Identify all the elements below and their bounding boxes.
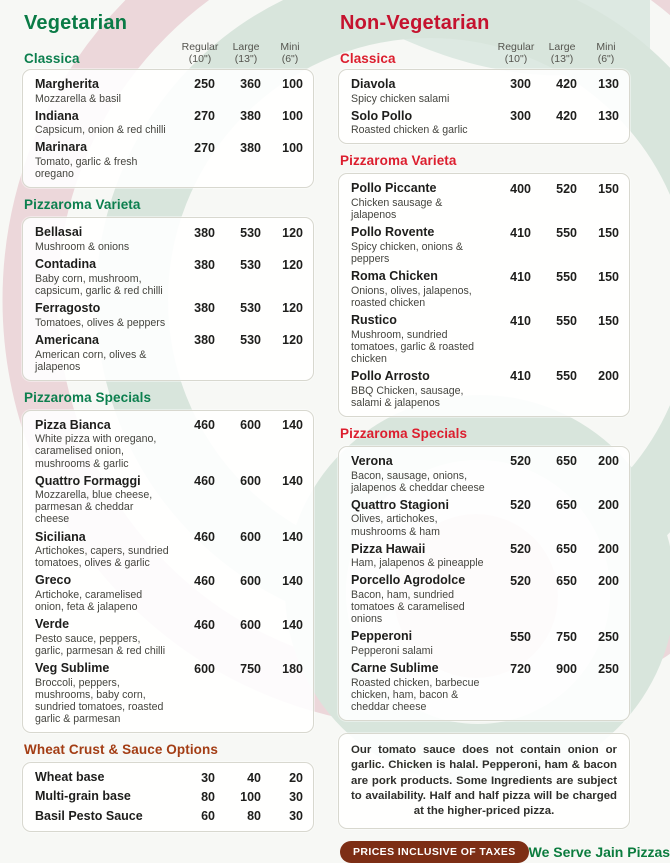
- price-mini: 150: [598, 225, 619, 240]
- item-description: Artichoke, caramelised onion, feta & jalapeno: [35, 589, 143, 614]
- size-label: Large: [232, 41, 260, 53]
- menu-item: [35, 416, 303, 472]
- item-name: Pollo Arrosto: [351, 368, 430, 383]
- price-large: 420: [556, 109, 577, 124]
- price-regular: 460: [194, 418, 215, 433]
- menu-item-text: [35, 225, 169, 253]
- price-regular: 550: [510, 629, 531, 644]
- menu-item-text: [351, 629, 485, 657]
- price-large: 520: [556, 181, 577, 196]
- price-mini: 120: [282, 257, 303, 272]
- size-column-header: [270, 41, 310, 66]
- menu-item: [35, 807, 303, 826]
- item-description: Roasted chicken, barbecue chicken, ham, bacon & cheddar cheese: [351, 676, 480, 713]
- price-mini: 200: [598, 369, 619, 384]
- size-dimension: (13"): [234, 53, 258, 66]
- item-description: Spicy chicken, onions & peppers: [351, 241, 463, 266]
- item-name: Quattro Formaggi: [35, 473, 141, 488]
- item-description: BBQ Chicken, sausage, salami & jalapenos: [351, 384, 464, 409]
- price-large: 900: [556, 661, 577, 676]
- item-description: Bacon, sausage, onions, jalapenos & cheddar cheese: [351, 469, 485, 494]
- item-description: Chicken sausage & jalapenos: [351, 197, 443, 222]
- price-regular: 380: [194, 301, 215, 316]
- menu-item: [351, 496, 619, 540]
- item-name: Contadina: [35, 257, 97, 272]
- section-heading: Pizzaroma Varieta: [340, 153, 457, 169]
- price-mini: 130: [598, 109, 619, 124]
- jain-pizzas-text: We Serve Jain Pizzas: [528, 844, 670, 861]
- menu-item-text: [351, 454, 485, 494]
- menu-item-text: [35, 573, 169, 613]
- item-name: Marinara: [35, 140, 88, 155]
- item-name: Margherita: [35, 76, 99, 91]
- price-regular: 400: [510, 181, 531, 196]
- menu-item: [35, 768, 303, 787]
- section-heading: Pizzaroma Varieta: [24, 197, 141, 213]
- price-large: 40: [247, 770, 261, 785]
- price-mini: 140: [282, 474, 303, 489]
- menu-item-text: [351, 573, 485, 625]
- footer-row: [338, 841, 670, 863]
- price-regular: 460: [194, 617, 215, 632]
- menu-section-panel: [22, 762, 314, 832]
- menu-column-nonveg: [338, 10, 670, 863]
- price-mini: 30: [289, 789, 303, 804]
- menu-item-text: [351, 313, 485, 365]
- price-mini: 100: [282, 109, 303, 124]
- menu-item: [351, 540, 619, 572]
- item-name: Porcello Agrodolce: [351, 573, 466, 588]
- menu-item: [351, 223, 619, 267]
- menu-item-text: [35, 140, 169, 180]
- price-mini: 150: [598, 313, 619, 328]
- menu-item-text: [35, 530, 169, 570]
- item-name: Pollo Piccante: [351, 181, 437, 196]
- item-name: Indiana: [35, 108, 79, 123]
- menu-item: [35, 255, 303, 299]
- item-name: Multi-grain base: [35, 789, 131, 804]
- column-title-nonveg: Non-Vegetarian: [340, 12, 490, 34]
- size-column-header: [540, 41, 584, 66]
- item-description: Spicy chicken salami: [351, 92, 450, 105]
- size-column-header: [586, 41, 626, 66]
- price-mini: 140: [282, 418, 303, 433]
- menu-item: [35, 528, 303, 572]
- price-mini: 30: [289, 809, 303, 824]
- item-name: Verde: [35, 617, 70, 632]
- price-regular: 300: [510, 109, 531, 124]
- price-regular: 520: [510, 542, 531, 557]
- item-name: Basil Pesto Sauce: [35, 808, 143, 823]
- price-regular: 380: [194, 257, 215, 272]
- price-regular: 250: [194, 77, 215, 92]
- price-regular: 460: [194, 474, 215, 489]
- item-description: Pepperoni salami: [351, 645, 433, 658]
- item-name: Siciliana: [35, 529, 86, 544]
- menu-item: [351, 627, 619, 659]
- size-dimension: (10"): [504, 53, 528, 66]
- size-dimension: (10"): [188, 53, 212, 66]
- section-heading: Classica: [24, 50, 80, 66]
- item-name: Carne Sublime: [351, 661, 439, 676]
- price-mini: 20: [289, 770, 303, 785]
- price-large: 650: [556, 542, 577, 557]
- item-name: Solo Pollo: [351, 108, 413, 123]
- section-heading: Pizzaroma Specials: [24, 389, 152, 405]
- price-regular: 410: [510, 225, 531, 240]
- menu-section-panel: [22, 217, 314, 380]
- item-description: Capsicum, onion & red chilli: [35, 124, 166, 137]
- price-large: 550: [556, 269, 577, 284]
- menu-item-text: [35, 109, 169, 137]
- section-heading: Classica: [340, 50, 396, 66]
- menu-section-panel: [338, 173, 630, 416]
- menu-item: [35, 138, 303, 182]
- price-large: 550: [556, 225, 577, 240]
- item-description: Artichokes, capers, sundried tomatoes, olives & garlic: [35, 545, 169, 570]
- size-column-header: [178, 41, 222, 66]
- item-description: Mushroom, sundried tomatoes, garlic & roasted chicken: [351, 328, 475, 365]
- item-name: Pizza Bianca: [35, 417, 111, 432]
- size-label: Mini: [280, 41, 300, 53]
- menu-item: [35, 299, 303, 331]
- section-heading: Wheat Crust & Sauce Options: [24, 742, 218, 758]
- price-regular: 380: [194, 333, 215, 348]
- item-description: Olives, artichokes, mushrooms & ham: [351, 513, 440, 538]
- menu-section-panel: [338, 69, 630, 145]
- item-name: Veg Sublime: [35, 661, 110, 676]
- item-name: Pepperoni: [351, 629, 413, 644]
- menu-item: [35, 787, 303, 806]
- menu-item: [351, 179, 619, 223]
- price-large: 550: [556, 313, 577, 328]
- price-mini: 200: [598, 498, 619, 513]
- size-dimension: (13"): [550, 53, 574, 66]
- price-mini: 150: [598, 269, 619, 284]
- menu-item: [351, 571, 619, 627]
- item-name: Pizza Hawaii: [351, 541, 426, 556]
- item-name: Americana: [35, 332, 99, 347]
- item-name: Verona: [351, 453, 393, 468]
- price-large: 650: [556, 498, 577, 513]
- item-description: Mozzarella & basil: [35, 92, 121, 105]
- menu-item: [351, 659, 619, 715]
- price-mini: 120: [282, 333, 303, 348]
- menu-item-text: [351, 181, 485, 221]
- item-description: Roasted chicken & garlic: [351, 124, 468, 137]
- size-header-row: [24, 41, 310, 66]
- price-regular: 270: [194, 140, 215, 155]
- menu-item: [351, 452, 619, 496]
- price-regular: 380: [194, 225, 215, 240]
- item-description: Tomato, garlic & fresh oregano: [35, 156, 138, 181]
- item-description: Broccoli, peppers, mushrooms, baby corn, sundried tomatoes, roasted garlic & parmesan: [35, 676, 164, 726]
- item-name: Ferragosto: [35, 300, 101, 315]
- menu-item: [35, 331, 303, 375]
- price-regular: 410: [510, 313, 531, 328]
- price-regular: 30: [201, 770, 215, 785]
- price-regular: 410: [510, 269, 531, 284]
- price-mini: 140: [282, 617, 303, 632]
- item-description: Ham, jalapenos & pineapple: [351, 557, 484, 570]
- menu-item: [351, 367, 619, 411]
- price-large: 650: [556, 454, 577, 469]
- price-large: 600: [240, 530, 261, 544]
- menu-item-text: [351, 109, 485, 137]
- item-name: Diavola: [351, 76, 396, 91]
- price-mini: 140: [282, 530, 303, 544]
- menu-section-panel: [22, 410, 314, 734]
- price-mini: 250: [598, 629, 619, 644]
- size-label: Large: [548, 41, 576, 53]
- price-large: 380: [240, 109, 261, 124]
- price-mini: 120: [282, 301, 303, 316]
- menu-item-text: [351, 369, 485, 409]
- price-large: 750: [240, 661, 261, 676]
- price-large: 750: [556, 629, 577, 644]
- size-label: Regular: [497, 41, 535, 53]
- item-description: American corn, olives & jalapenos: [35, 348, 147, 373]
- price-large: 600: [240, 573, 261, 588]
- price-regular: 410: [510, 369, 531, 384]
- price-regular: 300: [510, 77, 531, 92]
- column-title-veg: Vegetarian: [24, 12, 128, 34]
- price-large: 530: [240, 257, 261, 272]
- item-name: Wheat base: [35, 770, 105, 785]
- item-name: Roma Chicken: [351, 269, 438, 284]
- price-regular: 80: [201, 789, 215, 804]
- price-large: 600: [240, 418, 261, 433]
- menu-item: [35, 472, 303, 528]
- menu-item: [351, 311, 619, 367]
- price-mini: 200: [598, 542, 619, 557]
- price-regular: 600: [194, 661, 215, 676]
- menu-item: [351, 107, 619, 139]
- item-description: Onions, olives, jalapenos, roasted chicken: [351, 284, 472, 309]
- item-description: White pizza with oregano, caramelised onion, mushrooms & garlic: [35, 433, 157, 470]
- size-label: Regular: [181, 41, 219, 53]
- price-regular: 460: [194, 573, 215, 588]
- price-large: 550: [556, 369, 577, 384]
- menu-item-text: [351, 661, 485, 713]
- menu-item-text: [351, 498, 485, 538]
- menu-item-text: [35, 809, 169, 824]
- menu-item-text: [35, 770, 169, 785]
- price-large: 650: [556, 573, 577, 588]
- price-mini: 200: [598, 573, 619, 588]
- price-large: 600: [240, 474, 261, 489]
- menu-item-text: [35, 661, 169, 725]
- taxes-badge: PRICES INCLUSIVE OF TAXES: [340, 841, 529, 863]
- menu-item-text: [351, 269, 485, 309]
- item-description: Pesto sauce, peppers, garlic, parmesan & red chilli: [35, 633, 166, 658]
- price-mini: 250: [598, 661, 619, 676]
- size-label: Mini: [596, 41, 616, 53]
- menu-item-text: [35, 617, 169, 657]
- item-name: Greco: [35, 573, 72, 588]
- menu-item: [35, 223, 303, 255]
- size-column-header: [494, 41, 538, 66]
- item-name: Quattro Stagioni: [351, 497, 449, 512]
- price-large: 380: [240, 140, 261, 155]
- price-mini: 150: [598, 181, 619, 196]
- price-mini: 200: [598, 454, 619, 469]
- item-description: Tomatoes, olives & peppers: [35, 316, 166, 329]
- menu-section-panel: [22, 69, 314, 189]
- item-description: Mozzarella, blue cheese, parmesan & cheddar cheese: [35, 489, 153, 526]
- price-mini: 130: [598, 77, 619, 92]
- price-regular: 520: [510, 454, 531, 469]
- price-mini: 100: [282, 77, 303, 92]
- menu-item-text: [351, 77, 485, 105]
- menu-item: [351, 75, 619, 107]
- price-regular: 520: [510, 498, 531, 513]
- size-header-row: [340, 41, 626, 66]
- menu-item-text: [351, 225, 485, 265]
- menu-item: [351, 267, 619, 311]
- item-description: Bacon, ham, sundried tomatoes & caramelised onions: [351, 589, 465, 626]
- menu-item-text: [35, 474, 169, 526]
- price-regular: 520: [510, 573, 531, 588]
- price-large: 420: [556, 77, 577, 92]
- item-name: Pollo Rovente: [351, 225, 435, 240]
- menu-item: [35, 615, 303, 659]
- menu-item-text: [35, 789, 169, 804]
- menu-item-text: [35, 418, 169, 470]
- item-description: Baby corn, mushroom, capsicum, garlic & red chilli: [35, 272, 163, 297]
- price-large: 360: [240, 77, 261, 92]
- price-large: 530: [240, 301, 261, 316]
- menu-item-text: [35, 257, 169, 297]
- price-mini: 180: [282, 661, 303, 676]
- price-large: 530: [240, 225, 261, 240]
- footer-note: Our tomato sauce does not contain onion or garlic. Chicken is halal. Pepperoni, ham & bacon are pork products. Some Ingredients are subject to availability. Half and half pizza will be charged at the higher-priced pizza.: [338, 733, 630, 829]
- item-name: Rustico: [351, 313, 397, 327]
- menu-item-text: [351, 542, 485, 570]
- price-regular: 720: [510, 661, 531, 676]
- menu-item: [35, 659, 303, 727]
- price-large: 600: [240, 617, 261, 632]
- item-name: Bellasai: [35, 225, 83, 240]
- menu-column-veg: [22, 10, 314, 863]
- price-large: 80: [247, 809, 261, 824]
- price-regular: 270: [194, 109, 215, 124]
- price-large: 530: [240, 333, 261, 348]
- menu-item: [35, 571, 303, 615]
- price-mini: 120: [282, 225, 303, 240]
- price-mini: 100: [282, 140, 303, 155]
- menu-section-panel: [338, 446, 630, 721]
- menu-item-text: [35, 77, 169, 105]
- price-regular: 460: [194, 530, 215, 544]
- menu-item-text: [35, 301, 169, 329]
- size-column-header: [224, 41, 268, 66]
- size-dimension: (6"): [597, 53, 615, 66]
- menu-item-text: [35, 333, 169, 373]
- size-dimension: (6"): [281, 53, 299, 66]
- menu-item: [35, 107, 303, 139]
- section-heading: Pizzaroma Specials: [340, 425, 468, 441]
- price-large: 100: [240, 789, 261, 804]
- price-mini: 140: [282, 573, 303, 588]
- price-regular: 60: [201, 809, 215, 824]
- item-description: Mushroom & onions: [35, 241, 130, 253]
- menu-item: [35, 75, 303, 107]
